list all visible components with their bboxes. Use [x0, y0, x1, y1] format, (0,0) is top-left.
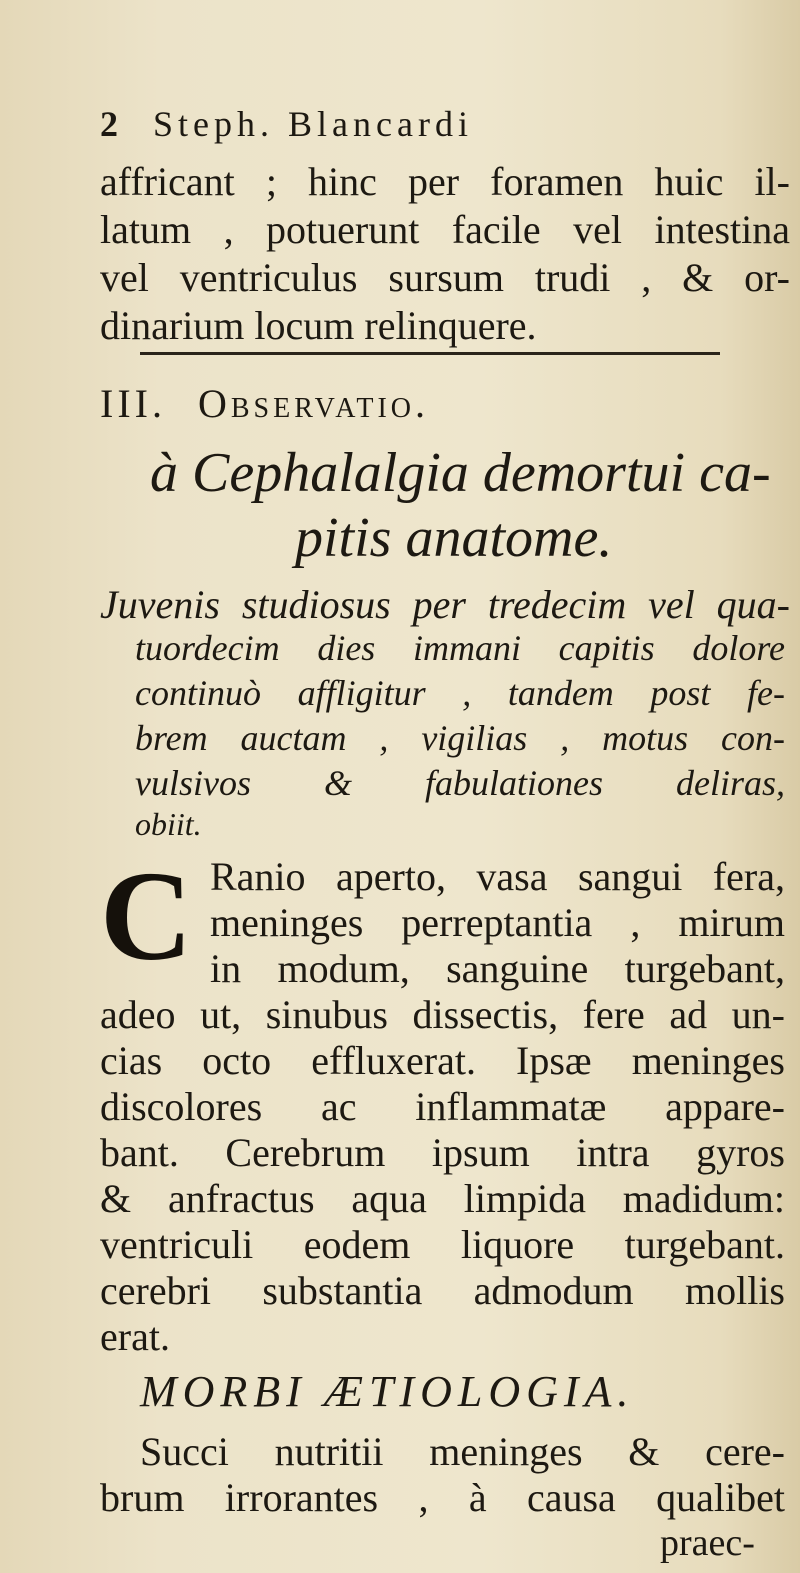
- body-line: ventriculi eodem liquore turgebant.: [100, 1222, 785, 1267]
- body-line: cias octo effluxerat. Ipsæ meninges: [100, 1038, 785, 1083]
- body-line: in modum, sanguine turgebant,: [210, 946, 785, 991]
- page-number: 2: [100, 104, 123, 144]
- case-summary-line: Juvenis studiosus per tredecim vel qua-: [100, 582, 790, 627]
- body-line: Ranio aperto, vasa sangui fera,: [210, 854, 785, 899]
- body-line: meninges perreptantia , mirum: [210, 900, 785, 945]
- aetiology-line: Succi nutritii meninges & cere-: [140, 1429, 785, 1474]
- catchword: praec-: [660, 1522, 755, 1564]
- intro-line: affricant ; hinc per foramen huic il-: [100, 159, 790, 204]
- section-label: Observatio.: [197, 381, 430, 426]
- case-summary-line: tuordecim dies immani capitis dolore: [135, 628, 785, 668]
- section-title-line: à Cephalalgia demortui ca-: [150, 442, 771, 504]
- body-line: erat.: [100, 1314, 170, 1359]
- running-header: [100, 106, 790, 142]
- body-line: cerebri substantia admodum mollis: [100, 1268, 785, 1313]
- intro-line: latum , potuerunt facile vel intestina: [100, 207, 790, 252]
- case-summary-line: continuò affligitur , tandem post fe-: [135, 673, 785, 713]
- body-line: & anfractus aqua limpida madidum:: [100, 1176, 785, 1221]
- intro-line: dinarium locum relinquere.: [100, 303, 537, 348]
- aetiology-line: brum irrorantes , à causa qualibet: [100, 1475, 785, 1520]
- section-heading: [100, 381, 790, 426]
- body-line: adeo ut, sinubus dissectis, fere ad un-: [100, 992, 785, 1037]
- case-summary-line: obiit.: [135, 806, 202, 842]
- body-line: discolores ac inflammatæ appare-: [100, 1084, 785, 1129]
- running-title: Steph. Blancardi: [153, 104, 473, 144]
- section-number: III.: [100, 381, 166, 426]
- body-line: bant. Cerebrum ipsum intra gyros: [100, 1130, 785, 1175]
- section-title-line: pitis anatome.: [295, 507, 613, 569]
- drop-cap: C: [100, 845, 193, 987]
- aetiology-heading: MORBI ÆTIOLOGIA.: [140, 1367, 635, 1416]
- section-rule: [140, 352, 720, 355]
- case-summary-line: brem auctam , vigilias , motus con-: [135, 718, 785, 758]
- intro-line: vel ventriculus sursum trudi , & or-: [100, 255, 790, 300]
- case-summary-line: vulsivos & fabulationes deliras,: [135, 763, 785, 803]
